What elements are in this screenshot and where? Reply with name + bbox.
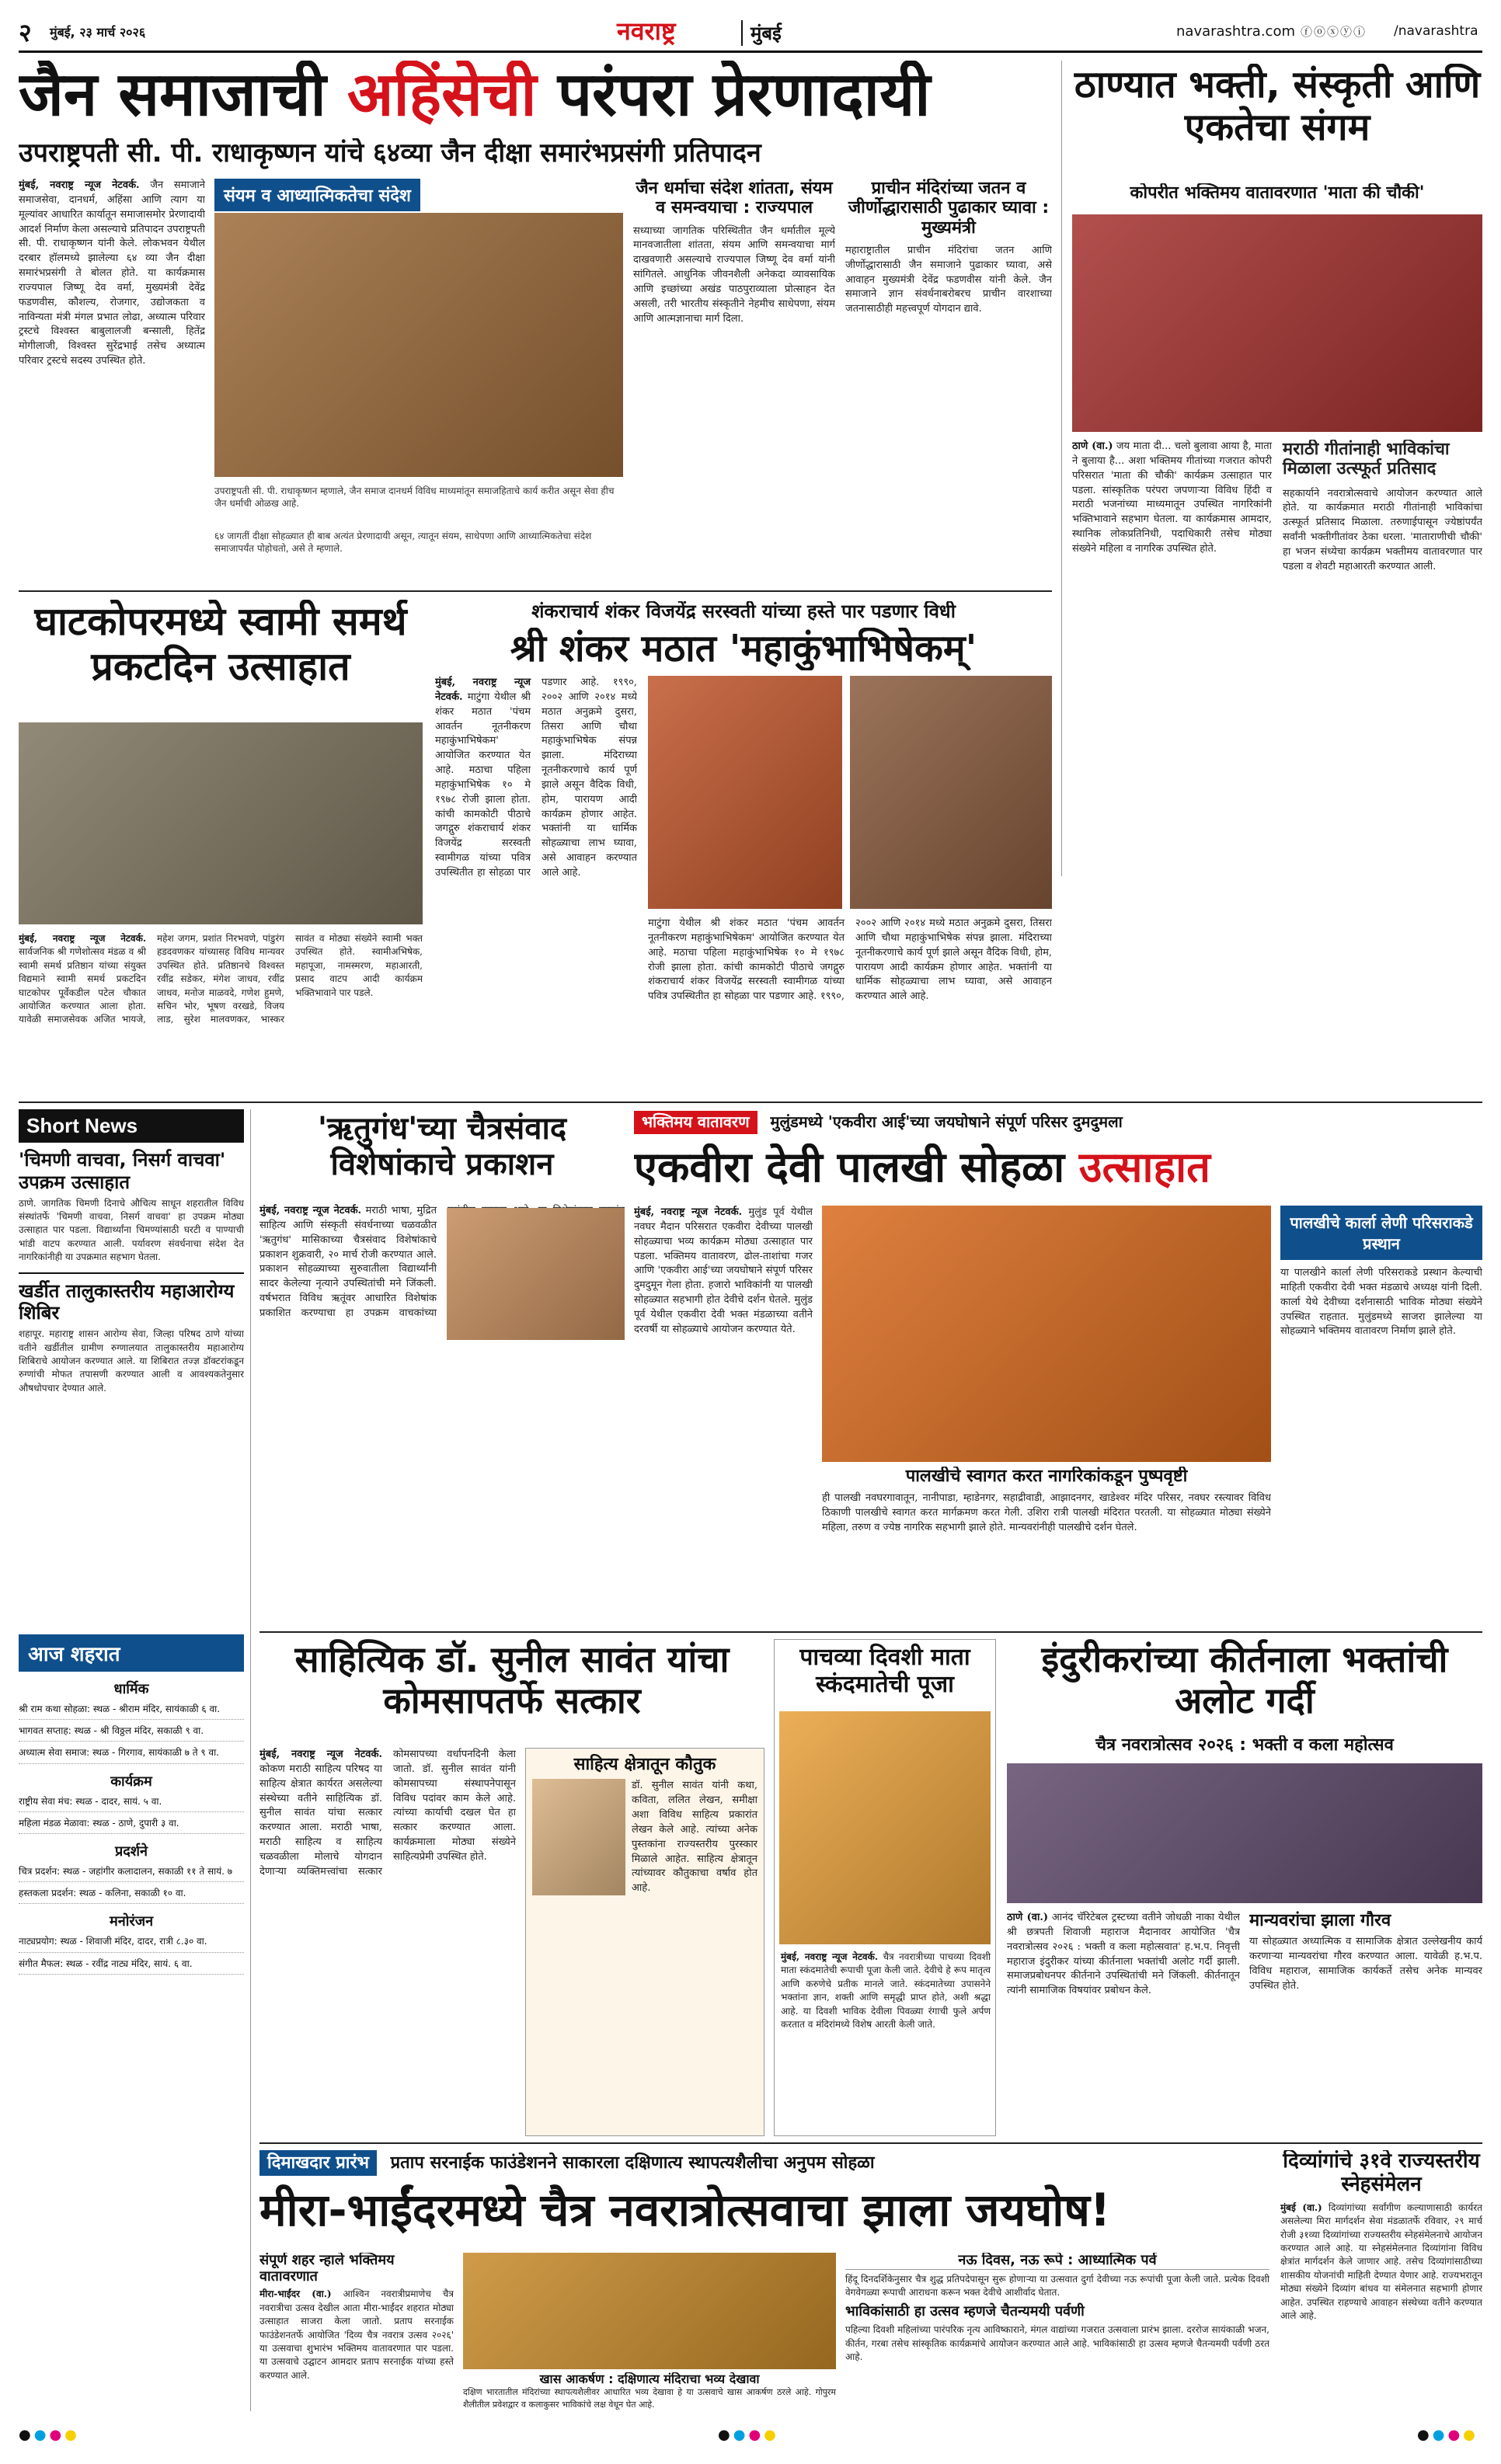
ekvira-side	[1280, 1206, 1482, 1625]
aaj-section-title: धार्मिक	[113, 1681, 149, 1697]
aaj-item: भागवत सप्ताह: स्थळ - श्री विठ्ठल मंदिर, सकाळी ९ वा.	[19, 1724, 244, 1742]
lead-headline-part3: परंपरा प्रेरणादायी	[536, 61, 931, 130]
indurikar-side-head: मान्यवरांचा झाला गौरव	[1249, 1911, 1391, 1930]
ekvira-side-body: या पालखीने कार्ला लेणी परिसराकडे प्रस्थान केल्याची माहिती एकवीरा देवी भक्त मंडळाचे अध्यक्ष यांनी दिली. कार्ला येथे देवीच्या दर्शनासाठी भाविक मोठ्या संख्येने उपस्थित राहतात. मुलुंडमध्ये साजरा झालेल्या या सोहळ्याने भक्तिमय वातावरण निर्माण झाले होते.	[1280, 1267, 1482, 1338]
lead-subhead: उपराष्ट्रपती सी. पी. राधाकृष्णन यांचे ६४व्या जैन दीक्षा समारंभप्रसंगी प्रतिपादन	[19, 138, 761, 169]
logo: नवराष्ट्र	[617, 16, 676, 46]
aaj-item: श्री राम कथा सोहळा: स्थळ - श्रीराम मंदिर, सायंकाळी ६ वा.	[19, 1703, 244, 1720]
divyang-headline: दिव्यांगांचे ३१वे राज्यस्तरीय स्नेहसंमेलन	[1283, 2150, 1480, 2196]
mira-subhead-2: नऊ दिवस, नऊ रूपे : आध्यात्मिक पर्व	[845, 2253, 1269, 2270]
registration-dots: ●●●●	[1417, 2427, 1478, 2443]
aaj-label: आज शहरात	[19, 1634, 244, 1672]
shankar-photo-2	[850, 676, 1052, 909]
short-news-label-text: Short News	[26, 1114, 138, 1137]
rutugandh-headline: 'ऋतुगंध'च्या चैत्रसंवाद विशेषांकाचे प्रकाशन	[317, 1111, 567, 1182]
site-url[interactable]: navarashtra.com	[1176, 23, 1295, 40]
lead-text: जैन समाजाने समाजसेवा, दानधर्म, अहिंसा आणि त्याग या मूल्यांवर आधारित कार्यातून समाजासमोर प्रेरणादायी आदर्श निर्माण केला असल्याचे प्रतिपादन उपराष्ट्रपती सी. पी. राधाकृष्णन यांनी केले. लोकभवन येथील दरबार हॉलमध्ये झालेल्या ६४ व्या जैन दीक्षा समारंभप्रसंगी ते बोलत होते. या कार्यक्रमास राज्यपाल जिष्णू देव वर्मा, मुख्यमंत्री देवेंद्र फडणवीस, कौशल्य, रोजगार, उद्योजकता व नाविन्यता मंत्री मंगल प्रभात लोढा, अध्यात्म परिवार ट्रस्टचे विश्वस्त बाबुलालजी बन्साली, हितेंद्र मोगीलाजी, विश्वस्त सुरेंद्रभाई तसेच अध्यात्म परिवार ट्रस्टचे सदस्य उपस्थित होते.	[19, 179, 205, 367]
ghatkopar-text: सार्वजनिक श्री गणेशोत्सव मंडळ व श्री स्वामी समर्थ प्रतिष्ठान यांच्या संयुक्त विद्यमाने स्वामी समर्थ प्रकटदिन घाटकोपर पूर्वेकडील पटेल चौकात आयोजित करण्यात आला होता. यावेळी समाजसेवक अजित भायजे, महेश जगम, प्रशांत निरभवणे, पांडुरंग हडदवणकर यांच्यासह विविध मान्यवर उपस्थित होते. प्रतिष्ठानचे विश्वस्त रवींद्र सडेकर, मंगेश जाधव, रवींद्र जाधव, मनोज माळवदे, गणेश हुमणे, सचिन भोर, भूषण वरखडे, विजय लाड, सुरेश मालवणकर, भास्कर सावंत व मोठ्या संख्येने स्वामी भक्त उपस्थित होते. स्वामीअभिषेक, महापूजा, नामस्मरण, महाआरती, प्रसाद वाटप आदी कार्यक्रम भक्तिभावाने पार पडले.	[19, 933, 423, 1025]
registration-dots: ●●●●	[718, 2427, 779, 2443]
aaj-item: नाट्यप्रयोग: स्थळ - शिवाजी मंदिर, दादर, रात्री ८.३० वा.	[19, 1935, 244, 1952]
ekvira-photo-caption: पालखीचे स्वागत करत नागरिकांकडून पुष्पवृष्टी	[905, 1467, 1188, 1486]
lead-photo-banner: संयम व आध्यात्मिकतेचा संदेश	[214, 179, 420, 211]
masthead	[19, 14, 1482, 53]
divyang-body	[1280, 2201, 1482, 2323]
indurikar-body	[1007, 1911, 1240, 2136]
ekvira-headline-part1: एकवीरा देवी पालखी सोहळा	[634, 1143, 1079, 1192]
aaj-item: संगीत मैफल: स्थळ - रवींद्र नाट्य मंदिर, सायं. ६ वा.	[19, 1958, 244, 1975]
short-news-text: शहापूर. महाराष्ट्र शासन आरोग्य सेवा, जिल्हा परिषद ठाणे यांच्या वतीने खर्डीतील ग्रामीण रुग्णालयात तालुकास्तरीय महाआरोग्य शिबिराचे आयोजन करण्यात आले. या शिबिरात तज्ज्ञ डॉक्टरांकडून रुग्णांची मोफत तपासणी करण्यात आली व आवश्यकतेनुसार औषधोपचार देण्यात आले.	[19, 1328, 244, 1394]
sawant-box-body: डॉ. सुनील सावंत यांनी कथा, कविता, ललित लेखन, समीक्षा अशा विविध साहित्य प्रकारांत लेखन केले आहे. त्यांच्या अनेक पुस्तकांना राज्यस्तरीय पुरस्कार मिळाले आहेत. साहित्य क्षेत्रातून त्यांच्यावर कौतुकाचा वर्षाव होत आहे.	[632, 1780, 757, 1895]
ghatkopar-body	[19, 932, 423, 1095]
governor-headline: जैन धर्माचा संदेश शांतता, संयम व समन्वयाचा : राज्यपाल	[636, 179, 833, 218]
ekvira-text: मुलुंड पूर्व येथील नवघर मैदान परिसरात एकवीरा देवीच्या पालखी सोहळ्याचा भव्य कार्यक्रम मोठ्या उत्साहात पार पडला. भक्तिमय वातावरण, ढोल-ताशांचा गजर आणि 'एकवीरा आई'च्या जयघोषाने संपूर्ण परिसर दुमदुमून गेला होता. हजारो भाविकांनी या पालखी सोहळ्यात सहभागी होत देवीचे दर्शन घेतले. मुलुंड पूर्व येथील एकवीरा देवी भक्त मंडळाच्या वतीने दरवर्षी या सोहळ्याचे आयोजन करण्यात येते.	[634, 1206, 813, 1335]
lead-caption-2: ६४ जागतीं दीक्षा सोहळ्यात ही बाब अत्यंत प्रेरणादायी असून, त्यातून संयम, साधेपणा आणि आध्यात्मिकतेचा संदेश समाजापर्यंत पोहोचतो, असे ते म्हणाले.	[214, 531, 592, 555]
indurikar-subhead: चैत्र नवरात्रोत्सव २०२६ : भक्ती व कला महोत्सव	[1095, 1735, 1394, 1755]
mira-body-3: पहिल्या दिवशी महिलांच्या पारंपरिक नृत्य आविष्काराने, मंगल वाद्यांच्या गजरात उत्सवाला प्रारंभ झाला. दररोज सायंकाळी भजन, कीर्तन, गरबा तसेच सांस्कृतिक कार्यक्रमांचे आयोजन करण्यात आले आहे. भाविकांसाठी हा उत्सव म्हणजे चैतन्यमयी पर्वणी ठरत आहे.	[845, 2324, 1269, 2362]
section-rule-4	[259, 2142, 1482, 2144]
mira-label: दिमाखदार प्रारंभ	[259, 2150, 377, 2176]
sawant-text: कोकण मराठी साहित्य परिषद या साहित्य क्षेत्रात कार्यरत असलेल्या संस्थेच्या वतीने साहित्यिक डॉ. सुनील सावंत यांचा सत्कार करण्यात आला. मराठी भाषा, मराठी साहित्य व साहित्य चळवळीला मोलाचे योगदान देणाऱ्या व्यक्तिमत्त्वांचा सत्कार कोमसापच्या वर्धापनदिनी केला जातो. डॉ. सुनील सावंत यांनी कोमसापच्या संस्थापनेपासून विविध पदांवर काम केले आहे. त्यांच्या कार्याची दखल घेत हा सत्कार करण्यात आला. कार्यक्रमाला मोठ्या संख्येने साहित्यप्रेमी उपस्थित होते.	[259, 1749, 516, 1878]
lead-body	[19, 179, 205, 583]
divyang-block	[1280, 2150, 1482, 2411]
mira-photo-caption: खास आकर्षण : दक्षिणात्य मंदिराचा भव्य देखावा	[539, 2372, 760, 2386]
aaj-section-title: प्रदर्शने	[114, 1843, 148, 1860]
thane-dateline: ठाणे (वा.)	[1072, 440, 1113, 452]
aaj-item: अध्यात्म सेवा समाज: स्थळ - गिरगाव, सायंकाळी ७ ते ९ वा.	[19, 1746, 244, 1763]
ekvira-body	[634, 1206, 813, 1625]
lead-headline-part2: अहिंसेची	[347, 61, 537, 130]
aaj-item: चित्र प्रदर्शन: स्थळ - जहांगीर कलादालन, सकाळी ११ ते सायं. ७	[19, 1865, 244, 1882]
skanda-text: चैत्र नवरात्रीच्या पाचव्या दिवशी माता स्कंदमातेची रूपाची पूजा केली जाते. देवीचे हे रूप मातृत्व आणि करुणेचे प्रतीक मानले जाते. स्कंदमातेच्या उपासनेने भक्तांना ज्ञान, शक्ती आणि समृद्धी प्राप्त होते, अशी श्रद्धा आहे. या दिवशी भाविक देवीला पिवळ्या रंगाची फुले अर्पण करतात व मंदिरांमध्ये विशेष आरती केली जाते.	[781, 1951, 991, 2030]
thane-body	[1072, 440, 1482, 875]
ekvira-side-head: पालखीचे कार्ला लेणी परिसराकडे प्रस्थान	[1280, 1206, 1482, 1260]
short-news-title: खर्डीत तालुकास्तरीय महाआरोग्य शिबिर	[19, 1279, 235, 1324]
thane-subhead-2: मराठी गीतांनाही भाविकांचा मिळाला उत्स्फूर्त प्रतिसाद	[1283, 440, 1450, 479]
column-divider	[1061, 61, 1062, 876]
shankar-dateline: मुंबई, नवराष्ट्र न्यूज नेटवर्क.	[435, 677, 531, 703]
mira-photo-block	[463, 2372, 836, 2411]
registration-dots: ●●●●	[19, 2427, 80, 2443]
cm-body: महाराष्ट्रातील प्राचीन मंदिरांचा जतन आणि जीर्णोद्धारासाठी जैन समाजाने पुढाकार घ्यावा, असे आवाहन मुख्यमंत्री देवेंद्र फडणवीस यांनी केले. जैन समाजाने ज्ञान संवर्धनाबरोबरच प्राचीन वारशाच्या जतनासाठीही महत्त्वपूर्ण योगदान द्यावे.	[845, 244, 1052, 315]
sawant-box-title: साहित्य क्षेत्रातून कौतुक	[573, 1755, 716, 1774]
cm-headline: प्राचीन मंदिरांच्या जतन व जीर्णोद्धारासाठी पुढाकार घ्यावा : मुख्यमंत्री	[848, 179, 1050, 238]
governor-body: सध्याच्या जागतिक परिस्थितीत जैन धर्मातील मूल्ये मानवजातीला शांतता, संयम आणि समन्वयाचा मार्ग दाखवणारी असल्याचे राज्यपाल जिष्णू देव वर्मा यांनी सांगितले. आधुनिक जीवनशैली अनेकदा व्यावसायिक आणि इच्छांच्या अखंड पाठपुराव्याला प्रोत्साहन देत असली, तरी भारतीय संस्कृतीने नेहमीच साधेपणा, संयम आणि आत्मज्ञानाचा मार्ग दिला.	[633, 224, 835, 325]
section-rule	[19, 590, 1052, 592]
column-divider	[250, 1109, 251, 2411]
ekvira-headline	[634, 1143, 1482, 1198]
indurikar-text: आनंद चॅरिटेबल ट्रस्टच्या वतीने जोधळी नाका येथील श्री छत्रपती शिवाजी महाराज मैदानावर आयोजित 'चैत्र नवरात्रोत्सव २०२६ : भक्ती व कला महोत्सवात' ह.भ.प. निवृत्ती महाराज इंदुरीकर यांच्या कीर्तनाला भक्तांची अलोट गर्दी झाली. समाजप्रबोधनपर कीर्तनाने उपस्थितांची मने जिंकली. कीर्तनातून त्यांनी सामाजिक विषयांवर प्रबोधन केले.	[1007, 1912, 1240, 1997]
section-rule-3	[259, 1631, 1482, 1633]
lead-side-governor	[633, 179, 835, 583]
divyang-dateline: मुंबई (वा.)	[1280, 2201, 1322, 2213]
mira-headline: मीरा-भाईंदरमध्ये चैत्र नवरात्रोत्सवाचा झाला जयघोष!	[259, 2184, 1111, 2236]
lead-dateline: मुंबई, नवराष्ट्र न्यूज नेटवर्क.	[19, 179, 140, 191]
aaj-item: महिला मंडळ मेळावा: स्थळ - ठाणे, दुपारी ३ वा.	[19, 1817, 244, 1834]
skanda-dateline: मुंबई, नवराष्ट्र न्यूज नेटवर्क.	[781, 1951, 878, 1962]
aaj-shaharat	[19, 1634, 244, 2411]
shankar-text-cont: माटुंगा येथील श्री शंकर मठात 'पंचम आवर्तन नूतनीकरण महाकुंभाभिषेकम' आयोजित करण्यात येत आहे. मठाचा पहिला महाकुंभाभिषेक १० मे १९७८ रोजी झाला होता. कांची कामकोटी पीठाचे जगद्गुरु शंकराचार्य शंकर विजयेंद्र सरस्वती स्वामीगळ यांच्या पवित्र उपस्थितीत हा सोहळा पार पडणार आहे. १९९०, २००२ आणि २०१४ मध्ये मठात अनुक्रमे दुसरा, तिसरा आणि चौथा महाकुंभाभिषेक संपन्न झाला. मंदिराच्या नूतनीकरणाचे कार्य पूर्ण झाले असून वैदिक विधी, होम, पारायण आदी कार्यक्रम होणार आहेत. भक्तांनी या धार्मिक सोहळ्याचा लाभ घ्यावा, असे आवाहन करण्यात आले आहे.	[648, 917, 1052, 1003]
mira-body-2: हिंदू दिनदर्शिकेनुसार चैत्र शुद्ध प्रतिपदेपासून सुरू होणाऱ्या या उत्सवात दुर्गा देवीच्या नऊ रूपांची पूजा केली जाते. प्रत्येक दिवशी वेगवेगळ्या रूपाची आराधना करून भक्त देवीचे आशीर्वाद घेतात.	[845, 2273, 1269, 2299]
lead-headline-part1: जैन समाजाची	[19, 61, 347, 130]
social-handle[interactable]: /navarashtra	[1394, 23, 1478, 39]
shankar-kicker: शंकराचार्य शंकर विजयेंद्र सरस्वती यांच्या हस्ते पार पडणार विधी	[531, 601, 956, 622]
indurikar-side-body: या सोहळ्यात अध्यात्मिक व सामाजिक क्षेत्रात उल्लेखनीय कार्य करणाऱ्या मान्यवरांचा गौरव करण्यात आला. यावेळी ह.भ.प. विविध महाराज, सामाजिक कार्यकर्ते तसेच अनेक मान्यवर उपस्थित होते.	[1249, 1936, 1482, 1992]
divyang-text: दिव्यांगांच्या सर्वांगीण कल्याणासाठी कार्यरत असलेल्या मिरा मार्गदर्शन सेवा मंडळातर्फे रविवार, २९ मार्च रोजी ३१व्या दिव्यांगांच्या राज्यस्तरीय स्नेहसंमेलनाचे आयोजन करण्यात आले आहे. या स्नेहसंमेलनात दिव्यांगांना विविध क्षेत्रांत मार्गदर्शन केले जाणार आहे. तसेच दिव्यांगांसाठीच्या शासकीय योजनांची माहिती देण्यात येणार आहे. राज्यभरातून मोठ्या संख्येने दिव्यांग बांधव या संमेलनात सहभागी होणार आहेत. उपस्थित राहण्याचे आवाहन संस्थेच्या वतीने करण्यात आले आहे.	[1280, 2201, 1482, 2321]
skanda-headline: पाचव्या दिवशी माता स्कंदमातेची पूजा	[799, 1644, 970, 1698]
mira-right	[845, 2253, 1269, 2411]
edition-label: मुंबई	[741, 20, 782, 46]
sawant-photo	[532, 1779, 625, 1895]
lead-photo-block	[214, 179, 623, 583]
short-news-item	[19, 1149, 244, 1265]
ghatkopar-photo	[19, 722, 423, 924]
mira-photo	[463, 2253, 836, 2369]
ekvira-photo	[822, 1206, 1271, 1462]
ekvira-dateline: मुंबई, नवराष्ट्र न्यूज नेटवर्क.	[634, 1206, 743, 1218]
short-news-item	[19, 1272, 244, 1396]
sawant-dateline: मुंबई, नवराष्ट्र न्यूज नेटवर्क.	[259, 1749, 382, 1760]
skanda-block	[774, 1639, 996, 2136]
mira-kicker	[259, 2150, 1269, 2181]
section-rule-2	[19, 1101, 1482, 1103]
rutugandh-photo	[447, 1208, 625, 1340]
ghatkopar-dateline: मुंबई, नवराष्ट्र न्यूज नेटवर्क.	[19, 933, 146, 944]
sawant-headline: साहित्यिक डॉ. सुनील सावंत यांचा कोमसापतर्फे सत्कार	[294, 1639, 730, 1721]
indurikar-headline: इंदुरीकरांच्या कीर्तनाला भक्तांची अलोट गर्दी	[1041, 1639, 1448, 1721]
indurikar-side	[1249, 1911, 1482, 2136]
indurikar-photo	[1007, 1763, 1482, 1903]
issue-date: मुंबई, २३ मार्च २०२६	[50, 25, 146, 40]
ekvira-headline-part2: उत्साहात	[1078, 1143, 1210, 1192]
aaj-section-title: कार्यक्रम	[110, 1773, 152, 1790]
lead-headline	[19, 61, 1052, 135]
shankar-text: माटुंगा येथील श्री शंकर मठात 'पंचम आवर्तन नूतनीकरण महाकुंभाभिषेकम' आयोजित करण्यात येत आहे. मठाचा पहिला महाकुंभाभिषेक १० मे १९७८ रोजी झाला होता. कांची कामकोटी पीठाचे जगद्गुरु शंकराचार्य शंकर विजयेंद्र सरस्वती स्वामीगळ यांच्या पवित्र उपस्थितीत हा सोहळा पार पडणार आहे. १९९०, २००२ आणि २०१४ मध्ये मठात अनुक्रमे दुसरा, तिसरा आणि चौथा महाकुंभाभिषेक संपन्न झाला. मंदिराच्या नूतनीकरणाचे कार्य पूर्ण झाले असून वैदिक विधी, होम, पारायण आदी कार्यक्रम होणार आहेत. भक्तांनी या धार्मिक सोहळ्याचा लाभ घ्यावा, असे आवाहन करण्यात आले आहे.	[435, 677, 637, 879]
color-registration-marks	[19, 2424, 1482, 2447]
thane-text: जय माता दी... चलो बुलावा आया है, माता ने बुलाया है... अशा भक्तिमय गीतांच्या गजरात कोपरी परिसरात 'माता की चौकी' कार्यक्रम उत्साहात पार पडला. सांस्कृतिक परंपरा जपणाऱ्या विविध हिंदी व मराठी भजनांच्या माध्यमातून उपस्थित नागरिकांनी भक्तिभावाने सहभाग घेतला. या कार्यक्रमास आमदार, स्थानिक लोकप्रतिनिधी, पदाधिकारी तसेच मोठ्या संख्येने महिला व नागरिक उपस्थित होते.	[1072, 440, 1272, 555]
skanda-body	[781, 1951, 991, 2031]
mira-text: आश्विन नवरात्रीप्रमाणेच चैत्र नवरात्रीचा उत्सव देखील आता मीरा-भाईंदर शहरात मोठ्या उत्साहात साजरा केला जातो. प्रताप सरनाईक फाउंडेशनतर्फे आयोजित 'दिव्य चैत्र नवरात्र उत्सव २०२६' या उत्सवाचा शुभारंभ भक्तिमय वातावरणात पार पडला. या उत्सवाचे उद्घाटन आमदार प्रताप सरनाईक यांच्या हस्ते करण्यात आले.	[259, 2288, 454, 2381]
thane-headline: ठाण्यात भक्ती, संस्कृती आणि एकतेचा संगम	[1074, 64, 1481, 150]
mira-subhead-1: संपूर्ण शहर न्हाले भक्तिमय वातावरणात	[259, 2253, 395, 2285]
rutugandh-text: मराठी भाषा, मुद्रित साहित्य आणि संस्कृती संवर्धनाच्या चळवळीत 'ऋतुगंध' मासिकाच्या चैत्रसंवाद विशेषांकाचे प्रकाशन शुक्रवारी, २० मार्च रोजी करण्यात आले. प्रकाशन सोहळ्याच्या सुरुवातीला विद्यार्थ्यांनी सादर केलेल्या नृत्याने उपस्थितांची मने जिंकली. वर्षभरात विविध ऋतूंवर आधारित विशेषांक प्रकाशित करण्याचा हा उपक्रम वाचकांच्या	[259, 1205, 437, 1319]
indurikar-dateline: ठाणे (वा.)	[1007, 1912, 1049, 1923]
aaj-section-title: मनोरंजन	[109, 1913, 154, 1930]
ekvira-body-2: ही पालखी नवघरगावातून, नानीपाडा, म्हाडेनगर, सहाद्रीवाडी, आझादनगर, खाडेश्वर मंदिर परिसर, नवघर रस्त्यावर विविध ठिकाणी पालखीचे स्वागत करत मार्गक्रमण करत गेली. उशिरा रात्री पालखी मंदिरात परतली. या सोहळ्यात मोठ्या संख्येने महिला, तरुण व ज्येष्ठ नागरिक सहभागी झाले होते. मान्यवरांनीही पालखीचे दर्शन घेतले.	[822, 1492, 1271, 1533]
aaj-item: हस्तकला प्रदर्शन: स्थळ - कलिना, सकाळी १० वा.	[19, 1887, 244, 1904]
skanda-photo	[779, 1711, 991, 1944]
short-news	[19, 1109, 244, 1628]
shankar-headline: श्री शंकर मठात 'महाकुंभाभिषेकम्'	[510, 628, 977, 670]
ghatkopar-headline: घाटकोपरमध्ये स्वामी समर्थ प्रकटदिन उत्साहात	[34, 600, 407, 689]
mira-kicker-text: प्रताप सरनाईक फाउंडेशनने साकारला दक्षिणात्य स्थापत्यशैलीचा अनुपम सोहळा	[390, 2153, 875, 2173]
ekvira-kicker-label: भक्तिमय वातावरण	[634, 1111, 757, 1134]
sawant-body	[259, 1748, 516, 2136]
lead-caption-1: उपराष्ट्रपती सी. पी. राधाकृष्णन म्हणाले, जैन समाज दानधर्म विविध माध्यमांतून समाजहिताचे कार्य करीत असून सेवा हीच जैन धर्माची ओळख आहे.	[214, 485, 615, 510]
mira-subhead-3: भाविकांसाठी हा उत्सव म्हणजे चैतन्यमयी पर्वणी	[845, 2303, 1085, 2320]
shankar-photo-1	[648, 676, 842, 909]
ekvira-kicker	[634, 1111, 1482, 1142]
short-news-label	[19, 1109, 244, 1143]
mira-body	[259, 2288, 454, 2382]
thane-subhead: कोपरीत भक्तिमय वातावरणात 'माता की चौकी'	[1130, 183, 1425, 203]
lead-photo	[214, 213, 623, 477]
social-icons[interactable]: ⓕⓞⓧⓨⓘ	[1301, 25, 1367, 39]
mira-photo-body: दक्षिण भारतातील मंदिरांच्या स्थापत्यशैलीवर आधारित भव्य देखावा हे या उत्सवाचे खास आकर्षण ठरले आहे. गोपुरम शैलीतील प्रवेशद्वार व कलाकुसर भाविकांचे लक्ष वेधून घेत आहे.	[463, 2387, 836, 2410]
mira-left	[259, 2253, 454, 2411]
rutugandh-dateline: मुंबई, नवराष्ट्र न्यूज नेटवर्क.	[259, 1205, 362, 1216]
short-news-title: 'चिमणी वाचवा, निसर्ग वाचवा' उपक्रम उत्साहात	[19, 1149, 226, 1193]
shankar-body-2	[648, 917, 1052, 1095]
aaj-item: राष्ट्रीय सेवा मंच: स्थळ - दादर, सायं. ५ वा.	[19, 1795, 244, 1812]
shankar-body	[435, 676, 637, 1095]
lead-side-cm	[845, 179, 1052, 583]
short-news-text: ठाणे. जागतिक चिमणी दिनाचे औचित्य साधून शहरातील विविध संस्थांतर्फे 'चिमणी वाचवा, निसर्ग वाचवा' हा उपक्रम मोठ्या उत्साहात पार पडला. विद्यार्थ्यांना चिमण्यांसाठी घरटी व पाण्याची भांडी वाटप करण्यात आली. पर्यावरण संवर्धनाचा संदेश देत नागरिकांनीही या उपक्रमात सहभाग घेतला.	[19, 1197, 244, 1263]
thane-photo	[1072, 214, 1482, 432]
sawant-box	[525, 1748, 764, 2136]
mira-dateline: मीरा-भाईंदर (वा.)	[259, 2288, 332, 2300]
page-number: २	[19, 18, 32, 47]
thane-text-2: सहकार्याने नवरात्रोत्सवाचे आयोजन करण्यात आले होते. या कार्यक्रमात मराठी गीतांनाही भाविकांचा उत्स्फूर्त प्रतिसाद मिळाला. तरुणाईपासून ज्येष्ठांपर्यंत सर्वांनी भक्तीगीतांवर ठेका धरला. 'माताराणीची चौकी' हा भजन संध्येचा कार्यक्रम भक्तीमय वातावरणात पार पडला व शेवटी महाआरती करण्यात आली.	[1283, 487, 1482, 572]
ekvira-kicker-text: मुलुंडमध्ये 'एकवीरा आई'च्या जयघोषाने संपूर्ण परिसर दुमदुमला	[770, 1112, 1123, 1131]
